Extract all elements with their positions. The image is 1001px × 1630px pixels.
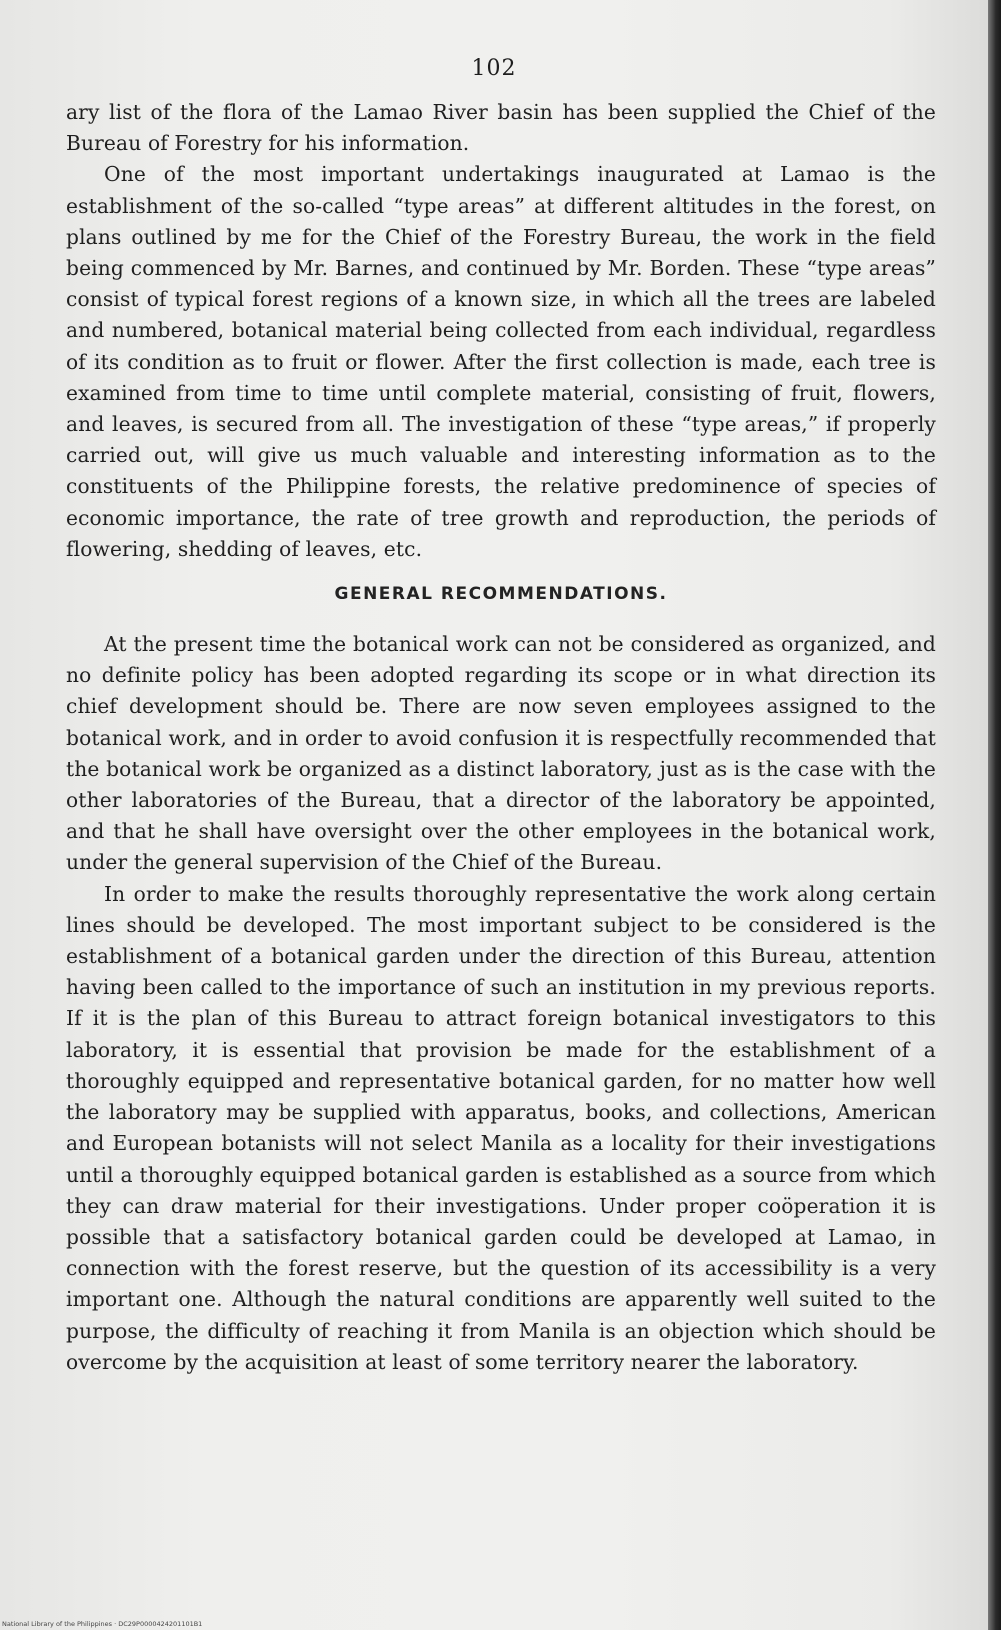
footer-credit: National Library of the Philippines · DC29P0000424201101B1 (2, 1620, 203, 1628)
section-heading: GENERAL RECOMMENDATIONS. (334, 584, 668, 605)
paragraph-organization: At the present time the botanical work can not be considered as organized, and no definite policy has been adopted regarding its scope or in what direction its chief development should be. There are now seven employees assigned to the botanical work, and in order to avoid confusion it is respectfully recommended that the botanical work be organized as a distinct laboratory, just as is the case with the other laboratories of the Bureau, that a director of the laboratory be appointed, and that he shall have oversight over the other employees in the botanical work, under the general supervision of the Chief of the Bureau. (66, 632, 936, 875)
paragraph-type-areas: One of the most important undertakings inaugurated at Lamao is the establishment of the so-called “type areas” at different altitudes in the forest, on plans outlined by me for the Chief of the Forestry Bureau, the work in the field being commenced by Mr. Barnes, and continued by Mr. Borden. These “type areas” consist of typical forest regions of a known size, in which all the trees are labeled and numbered, botanical material being collected from each individual, regardless of its condition as to fruit or flower. After the first collection is made, each tree is examined from time to time until complete material, consisting of fruit, flowers, and leaves, is secured from all. The investigation of these “type areas,” if properly carried out, will give us much valuable and interesting information as to the constituents of the Philippine forests, the relative predominence of species of economic importance, the rate of tree growth and reproduction, the periods of flowering, shedding of leaves, etc. (66, 162, 936, 561)
book-spine-edge (988, 0, 1001, 1630)
paragraph-botanical-garden: In order to make the results thoroughly representative the work along certain lines should be developed. The most important subject to be considered is the establishment of a botanical garden under the direction of this Bureau, attention having been called to the importance of such an institution in my previous reports. If it is the plan of this Bureau to attract foreign botanical investigators to this laboratory, it is essential that provision be made for the establishment of a thoroughly equipped and representative botanical garden, for no matter how well the laboratory may be supplied with apparatus, books, and collections, American and European botanists will not select Manila as a locality for their investigations until a thoroughly equipped botanical garden is established as a source from which they can draw material for their investigations. Under proper coöperation it is possible that a satisfactory botanical garden could be developed at Lamao, in connection with the forest reserve, but the question of its accessibility is a very important one. Although the natural conditions are apparently well suited to the purpose, the difficulty of reaching it from Manila is an objection which should be overcome by the acquisition at least of some territory nearer the laboratory. (66, 881, 936, 1374)
page-number: 102 (471, 56, 517, 81)
body-text (66, 97, 936, 1378)
paragraph-continued: ary list of the flora of the Lamao River basin has been supplied the Chief of the Bureau of Forestry for his information. (66, 100, 936, 156)
